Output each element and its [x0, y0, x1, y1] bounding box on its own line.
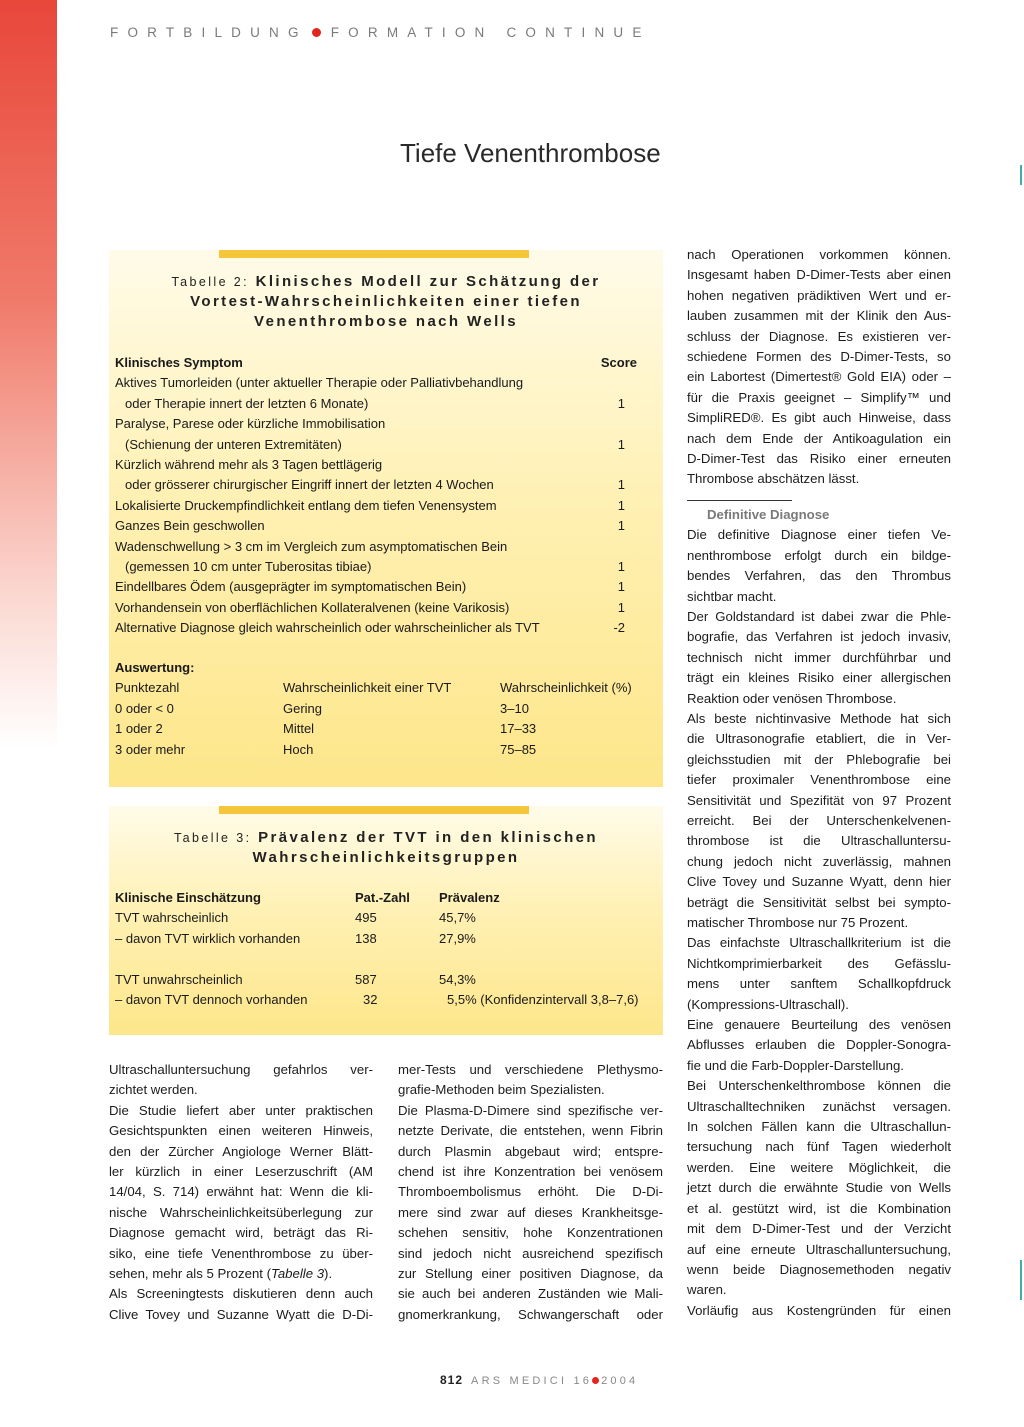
text-line: wenn beide Diagnosemethoden negativ [687, 1261, 951, 1277]
table-row [115, 435, 663, 455]
journal-name: ARS MEDICI 16 [471, 1375, 593, 1387]
text-line: gnomerkrankung, Schwangerschaft oder [398, 1306, 663, 1322]
text-line: chend ist ihre Konzentration bei venösem [398, 1164, 663, 1180]
paragraph [687, 245, 951, 490]
caption-line: Venenthrombose nach Wells [254, 313, 518, 330]
text-line: die Ultrasonografie etabliert, die in Ver- [687, 731, 951, 747]
table-cell: 587 [355, 971, 377, 987]
table-cell: 495 [355, 910, 377, 926]
header-dot-icon [312, 28, 321, 37]
table-row [115, 414, 663, 434]
text-line: sie auch bei anderen Zuständen wie Mali- [398, 1286, 663, 1302]
paragraph [687, 607, 951, 709]
table-row [115, 598, 663, 618]
table-row [115, 929, 663, 949]
score-cell: 1 [617, 558, 625, 574]
table-cell: TVT unwahrscheinlich [115, 971, 243, 987]
text-line: Ultraschalltechniken zunächst versagen. [687, 1098, 951, 1114]
text-line: netzte Derivate, die entstehen, wenn Fibrin [398, 1123, 663, 1139]
table-row [115, 908, 663, 928]
score-cell: 1 [617, 395, 625, 411]
text-line: Sensitivität und Spezifität von 97 Prozent [687, 792, 951, 808]
paragraph [687, 709, 951, 933]
caption-line: Prävalenz der TVT in den klinischen [258, 829, 598, 846]
text-line: Nichtkomprimierbarkeit des Gefässlu- [687, 955, 951, 971]
text-line: fie und die Farb-Doppler-Darstellung. [687, 1057, 904, 1073]
table-cell: (gemessen 10 cm unter Tuberositas tibiae) [125, 558, 372, 574]
table-cell: Alternative Diagnose gleich wahrscheinlich oder wahrscheinlicher als TVT [115, 620, 540, 636]
paragraph [687, 1076, 951, 1300]
text-line: In solchen Fällen kann die Ultraschallun- [687, 1119, 951, 1135]
table-2-body [115, 353, 663, 638]
edge-mark [1020, 1260, 1022, 1300]
text-line: matischer Thrombose nur 75 Prozent. [687, 915, 909, 930]
table-row [115, 719, 663, 739]
text-line: den der Zürcher Angiologe Werner Blätt- [109, 1143, 373, 1159]
text-line: sind jedoch nicht ausreichend spezifisch [398, 1245, 663, 1261]
text-line: mit dem D-Dimer-Test und der Verzicht [687, 1221, 951, 1237]
text-line: 14/04, S. 714) erwähnt hat: Wenn die kli- [109, 1184, 373, 1200]
text-line: hohen negativen prädiktiven Wert und er- [687, 287, 951, 303]
text-line: Der Goldstandard ist dabei zwar die Phle- [687, 608, 951, 624]
text-line: werden. Eine weitere Möglichkeit, die [687, 1159, 951, 1175]
table-cell: oder Therapie innert der letzten 6 Monate) [125, 395, 369, 411]
text-line: beträgt die Sensitivität selbst bei sympto- [687, 894, 951, 910]
table-cell: Ganzes Bein geschwollen [115, 518, 265, 534]
table-cell: Wadenschwellung > 3 cm im Vergleich zum asymptomatischen Bein [115, 538, 508, 554]
table-row [115, 516, 663, 536]
table-cell: (Schienung der unteren Extremitäten) [125, 436, 342, 452]
table-cell: Aktives Tumorleiden (unter aktueller Therapie oder Palliativbehandlung [115, 375, 524, 391]
text-line: Die Studie liefert aber unter praktischen [109, 1102, 373, 1118]
table-row [115, 949, 663, 969]
caption-line: Vortest-Wahrscheinlichkeiten einer tiefen [190, 293, 582, 310]
text-line: auf eine erneute Ultraschalluntersuchung, [687, 1241, 951, 1257]
table-cell: Eindellbares Ödem (ausgeprägter im symptomatischen Bein) [115, 579, 467, 595]
text-line: Thromboembolismus erhöht. Die D-Di- [398, 1184, 663, 1200]
table-row [115, 475, 663, 495]
text-column-3 [687, 245, 951, 1321]
text-line: Ultraschalluntersuchung gefahrlos ver- [109, 1062, 373, 1077]
table-label: Tabelle 3: [173, 831, 252, 845]
score-cell: -2 [613, 620, 625, 636]
text-line: sichtbar macht. [687, 588, 777, 604]
text-line: ler kürzlich in einer Leserzuschrift (AM [109, 1164, 373, 1180]
text-line: Bei Unterschenkelthrombose können die [687, 1078, 951, 1094]
text-line: sehen, mehr als 5 Prozent (Tabelle 3). [109, 1266, 333, 1282]
paragraph [687, 525, 951, 607]
text-line: nach Operationen vorkommen können. [687, 247, 951, 262]
score-cell: 1 [617, 477, 625, 493]
text-line: Als Screeningtests diskutieren denn auch [109, 1286, 373, 1302]
text-line: (Kompressions-Ultraschall). [687, 996, 849, 1012]
text-line: bografie, das Verfahren ist jedoch invasiv, [687, 629, 951, 645]
page-number: 812 [440, 1373, 464, 1387]
paragraph [398, 1101, 663, 1325]
text-line: mere sind zwar auf dieses Krankheitsge- [398, 1204, 663, 1220]
table-3-body [115, 888, 663, 1010]
text-line: mer-Tests und verschiedene Plethysmo- [398, 1062, 663, 1077]
table-row [115, 577, 663, 597]
score-cell: 1 [617, 599, 625, 615]
section-rule [687, 500, 792, 501]
table-cell: Mittel [283, 721, 315, 737]
table-2-evaluation [115, 658, 663, 760]
paragraph [109, 1060, 373, 1101]
table-cell: 3–10 [500, 700, 529, 716]
score-cell: 1 [617, 436, 625, 452]
header-left: FORTBILDUNG [110, 25, 308, 40]
text-column-1 [109, 1060, 373, 1325]
footer-dot-icon [592, 1377, 599, 1384]
table-cell: Punktezahl [115, 680, 180, 696]
table-cell: 3 oder mehr [115, 741, 186, 757]
table-cell: 54,3% [439, 971, 476, 987]
text-line: Die definitive Diagnose einer tiefen Ve- [687, 527, 951, 543]
text-column-2 [398, 1060, 663, 1325]
table-reference: Tabelle 3 [271, 1266, 325, 1282]
table-row [115, 699, 663, 719]
text-line: Clive Tovey und Suzanne Wyatt die D-Di- [109, 1306, 373, 1322]
text-line: erreicht. Bei der Unterschenkelvenen- [687, 812, 951, 828]
table-tab [219, 250, 529, 258]
paragraph [687, 1301, 951, 1321]
table-cell: Prävalenz [439, 890, 500, 905]
text-line: durch Plasmin abgebaut wird; entspre- [398, 1143, 663, 1159]
edge-mark [1020, 165, 1022, 185]
text-line: Die Plasma-D-Dimere sind spezifische ver- [398, 1102, 663, 1118]
paragraph [398, 1060, 663, 1101]
text-line: bendes Verfahren, das den Thrombus [687, 568, 951, 584]
paragraph [687, 933, 951, 1015]
table-cell: – davon TVT dennoch vorhanden [115, 991, 308, 1007]
page-footer [440, 1373, 638, 1387]
text-line: Abflusses erlauben die Doppler-Sonogra- [687, 1037, 951, 1053]
table-cell: 32 [363, 991, 378, 1007]
table-cell: Paralyse, Parese oder kürzliche Immobilisation [115, 416, 386, 432]
table-row [115, 496, 663, 516]
text-line: gleichsstudien mit der Phlebografie bei [687, 751, 951, 767]
table-cell: Lokalisierte Druckempfindlichkeit entlang dem tiefen Venensystem [115, 497, 497, 513]
table-2-caption [109, 272, 663, 332]
table-2 [109, 250, 663, 787]
paragraph [109, 1101, 373, 1285]
text-line: tiefer proximaler Venenthrombose eine [687, 772, 951, 788]
table-row [115, 740, 663, 760]
decorative-side-bar [0, 0, 57, 750]
text-line: technisch nicht immer durchführbar und [687, 649, 951, 665]
text-line: nenthrombose erfolgt durch ein bildge- [687, 547, 951, 563]
table-cell: Score [600, 355, 637, 370]
header-right: FORMATION CONTINUE [330, 25, 651, 40]
table-cell: TVT wahrscheinlich [115, 910, 229, 926]
text-line: Reaktion oder venösen Thrombose. [687, 690, 897, 706]
table-cell: Kürzlich während mehr als 3 Tagen bettlägerig [115, 456, 383, 472]
table-row [115, 537, 663, 557]
table-header-row [115, 353, 663, 373]
table-cell: Hoch [283, 741, 314, 757]
table-tab [219, 806, 529, 814]
text-line: lauben zusammen mit der Klinik den Aus- [687, 308, 951, 324]
text-line: zur Stellung einer positiven Diagnose, da [398, 1266, 663, 1282]
text-line: Vorläufig aus Kostengründen für einen [687, 1302, 951, 1318]
table-cell: 138 [355, 930, 377, 946]
text-line: zichtet werden. [109, 1082, 198, 1098]
table-cell: 45,7% [439, 910, 476, 926]
score-cell: 1 [617, 579, 625, 595]
table-cell: 17–33 [500, 721, 537, 737]
table-cell: – davon TVT wirklich vorhanden [115, 930, 301, 946]
evaluation-title: Auswertung: [115, 660, 195, 675]
text-line: für die Praxis geeignet – Simplify™ und [687, 389, 951, 405]
text-line: grafie-Methoden beim Spezialisten. [398, 1082, 605, 1098]
table-row [115, 970, 663, 990]
table-row [115, 557, 663, 577]
text-line: Eine genauere Beurteilung des venösen [687, 1017, 951, 1033]
table-3 [109, 806, 663, 1035]
text-line: chung jedoch nicht zuverlässig, mahnen [687, 853, 951, 869]
text-line: thrombose ist die Ultraschalluntersu- [687, 833, 951, 849]
score-cell: 1 [617, 497, 625, 513]
table-row [115, 678, 663, 698]
caption-line: Klinisches Modell zur Schätzung der [255, 273, 601, 290]
table-cell: Vorhandensein von oberflächlichen Kollateralvenen (keine Varikosis) [115, 599, 510, 615]
text-line: Insgesamt haben D-Dimer-Tests aber einen [687, 267, 951, 283]
table-cell: Wahrscheinlichkeit (%) [500, 680, 632, 696]
text-line: mens unter sanftem Schallkopfdruck [687, 976, 951, 992]
text-line: schluss der Diagnose. Es existieren ver- [687, 328, 951, 344]
score-cell: 1 [617, 518, 625, 534]
table-row [115, 394, 663, 414]
table-label: Tabelle 2: [171, 275, 250, 289]
text-line: jetzt durch die erwähnte Studie von Wells [687, 1180, 951, 1196]
text-line: schiedene Formen des D-Dimer-Tests, so [687, 349, 951, 365]
text-line: siko, eine tiefe Venenthrombose zu über- [109, 1245, 373, 1261]
table-3-caption [109, 828, 663, 868]
table-cell: Wahrscheinlichkeit einer TVT [283, 680, 452, 696]
section-heading: Definitive Diagnose [707, 506, 830, 522]
table-cell: 75–85 [500, 741, 537, 757]
table-cell: 27,9% [439, 930, 476, 946]
table-cell: Klinische Einschätzung [115, 890, 261, 905]
table-row [115, 618, 663, 638]
table-cell: Pat.-Zahl [355, 890, 410, 905]
text-line: Gesichtspunkten einen weiteren Hinweis, [109, 1123, 373, 1139]
table-cell: oder grösserer chirurgischer Eingriff innert der letzten 4 Wochen [125, 477, 494, 493]
text-line: Clive Tovey und Suzanne Wyatt, denn hier [687, 874, 951, 890]
paragraph [109, 1284, 373, 1325]
text-line: Thrombose abschätzen lässt. [687, 471, 860, 487]
table-row [115, 373, 663, 393]
text-line: nische Wahrscheinlichkeitsüberlegung zur [109, 1204, 373, 1220]
page-title: Tiefe Venenthrombose [400, 138, 661, 168]
table-cell: Gering [283, 700, 323, 716]
journal-year: 2004 [601, 1375, 639, 1387]
table-row [115, 455, 663, 475]
text-line: waren. [687, 1282, 727, 1298]
table-cell: 5,5% (Konfidenzintervall 3,8–7,6) [447, 991, 639, 1007]
text-line: Das einfachste Ultraschallkriterium ist die [687, 935, 951, 951]
text-line: Als beste nichtinvasive Methode hat sich [687, 710, 951, 726]
table-cell: Klinisches Symptom [115, 355, 243, 370]
text-line: SimpliRED®. Es gibt auch Hinweise, dass [687, 410, 951, 426]
text-line: tersuchung nach fünf Tagen wiederholt [687, 1139, 951, 1155]
section-header [110, 25, 651, 40]
caption-line: Wahrscheinlichkeitsgruppen [252, 849, 520, 866]
text-line: et al. gestützt wird, ist die Kombination [687, 1200, 951, 1216]
text-line: ein Labortest (Dimertest® Gold EIA) oder – [687, 369, 951, 385]
text-line: nach dem Ende der Antikoagulation ein [687, 430, 951, 446]
table-row [115, 990, 663, 1010]
table-cell: 1 oder 2 [115, 721, 163, 737]
paragraph [687, 1015, 951, 1076]
text-line: D-Dimer-Test das Risiko einer erneuten [687, 451, 951, 467]
text-line: trägt ein kleines Risiko einer allergischen [687, 670, 951, 686]
table-header-row [115, 888, 663, 908]
table-cell: 0 oder < 0 [115, 700, 174, 716]
text-line: Diagnose gemacht wird, beträgt das Ri- [109, 1225, 373, 1241]
text-line: schehen sensitiv, hohe Konzentrationen [398, 1225, 663, 1241]
